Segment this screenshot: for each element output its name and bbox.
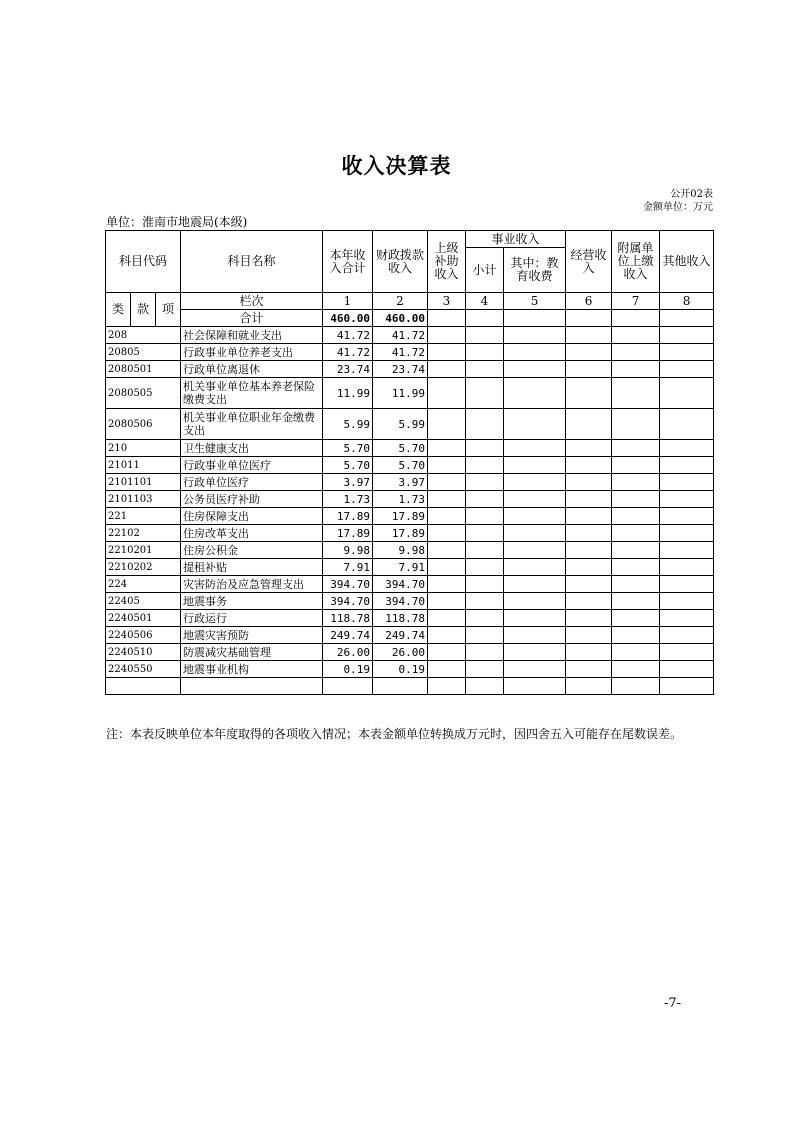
subject-name: 行政单位离退休	[181, 361, 323, 378]
empty-cell	[504, 409, 566, 440]
header-total-income: 本年收入合计	[323, 231, 373, 293]
header-kuan: 款	[131, 293, 156, 327]
empty-cell	[466, 593, 504, 610]
subject-code: 224	[106, 576, 181, 593]
empty-cell	[466, 644, 504, 661]
total-income-value: 7.91	[323, 559, 373, 576]
empty-cell	[612, 327, 660, 344]
empty-cell	[566, 508, 612, 525]
amount-unit-label: 金额单位：万元	[643, 202, 713, 213]
total-income-value: 118.78	[323, 610, 373, 627]
empty-cell	[504, 542, 566, 559]
empty-cell	[428, 610, 466, 627]
col-num: 4	[466, 293, 504, 310]
fiscal-value: 249.74	[373, 627, 428, 644]
empty-cell	[660, 310, 714, 327]
table-row	[106, 440, 714, 457]
total-income-value: 249.74	[323, 627, 373, 644]
subject-code: 2240550	[106, 661, 181, 678]
empty-cell	[660, 378, 714, 409]
empty-cell	[466, 542, 504, 559]
fiscal-value: 17.89	[373, 508, 428, 525]
page-title: 收入决算表	[341, 154, 452, 178]
fiscal-value: 1.73	[373, 491, 428, 508]
fiscal-value: 3.97	[373, 474, 428, 491]
subject-code: 2080506	[106, 409, 181, 440]
fiscal-value: 0.19	[373, 661, 428, 678]
table-row	[106, 508, 714, 525]
subject-code: 2080501	[106, 361, 181, 378]
fiscal-value: 41.72	[373, 344, 428, 361]
subject-name: 地震灾害预防	[181, 627, 323, 644]
empty-cell	[566, 610, 612, 627]
empty-cell	[428, 644, 466, 661]
subject-name: 机关事业单位职业年金缴费支出	[181, 409, 323, 440]
empty-cell	[612, 559, 660, 576]
empty-cell	[428, 378, 466, 409]
header-row-1	[106, 231, 714, 248]
empty-cell	[612, 457, 660, 474]
empty-cell	[660, 361, 714, 378]
total-income-value: 1.73	[323, 491, 373, 508]
empty-cell	[660, 491, 714, 508]
subject-name: 公务员医疗补助	[181, 491, 323, 508]
empty-cell	[504, 310, 566, 327]
empty-cell	[660, 525, 714, 542]
empty-cell	[566, 327, 612, 344]
col-num: 6	[566, 293, 612, 310]
header-other: 其他收入	[660, 231, 714, 293]
total-income-value: 5.99	[323, 409, 373, 440]
table-row	[106, 457, 714, 474]
empty-cell	[566, 627, 612, 644]
total-income-value: 460.00	[323, 310, 373, 327]
header-row-3	[106, 293, 714, 310]
empty-cell	[660, 576, 714, 593]
empty-cell	[612, 627, 660, 644]
empty-cell	[466, 678, 504, 695]
empty-cell	[428, 310, 466, 327]
empty-cell	[612, 610, 660, 627]
empty-cell	[566, 559, 612, 576]
empty-cell	[612, 593, 660, 610]
col-num: 2	[373, 293, 428, 310]
subject-name: 行政运行	[181, 610, 323, 627]
empty-cell	[660, 344, 714, 361]
table-row	[106, 344, 714, 361]
col-num: 8	[660, 293, 714, 310]
empty-cell	[466, 361, 504, 378]
empty-cell	[466, 327, 504, 344]
col-num: 5	[504, 293, 566, 310]
empty-cell	[566, 525, 612, 542]
empty-cell	[504, 491, 566, 508]
fiscal-value: 5.70	[373, 440, 428, 457]
table-row	[106, 491, 714, 508]
empty-cell	[504, 661, 566, 678]
empty-cell	[566, 378, 612, 409]
empty-cell	[428, 327, 466, 344]
table-row	[106, 378, 714, 409]
empty-cell	[660, 678, 714, 695]
total-income-value: 5.70	[323, 457, 373, 474]
empty-cell	[466, 627, 504, 644]
empty-cell	[566, 491, 612, 508]
subject-name: 行政事业单位养老支出	[181, 344, 323, 361]
empty-cell	[504, 327, 566, 344]
empty-cell	[504, 576, 566, 593]
total-income-value: 23.74	[323, 361, 373, 378]
empty-cell	[612, 644, 660, 661]
empty-cell	[428, 361, 466, 378]
empty-cell	[660, 593, 714, 610]
empty-cell	[566, 678, 612, 695]
subject-name: 机关事业单位基本养老保险缴费支出	[181, 378, 323, 409]
fiscal-value: 5.99	[373, 409, 428, 440]
empty-cell	[466, 344, 504, 361]
table-row	[106, 327, 714, 344]
header-subtotal: 小计	[466, 248, 504, 293]
empty-cell	[466, 310, 504, 327]
header-superior: 上级补助收入	[428, 231, 466, 293]
subject-name: 地震事务	[181, 593, 323, 610]
empty-cell	[612, 440, 660, 457]
total-row	[106, 310, 714, 327]
empty-cell	[466, 457, 504, 474]
empty-cell	[612, 542, 660, 559]
empty-cell	[612, 491, 660, 508]
table-row	[106, 474, 714, 491]
table-row	[106, 593, 714, 610]
empty-cell	[504, 344, 566, 361]
empty-cell	[566, 310, 612, 327]
subject-code: 2240506	[106, 627, 181, 644]
empty-cell	[373, 678, 428, 695]
header-column-label: 栏次	[181, 293, 323, 310]
subject-name: 卫生健康支出	[181, 440, 323, 457]
subject-code: 2080505	[106, 378, 181, 409]
empty-cell	[504, 610, 566, 627]
empty-cell	[660, 661, 714, 678]
total-income-value: 17.89	[323, 508, 373, 525]
income-table	[105, 230, 714, 695]
empty-cell	[504, 457, 566, 474]
subject-code: 22102	[106, 525, 181, 542]
header-education: 其中：教育收费	[504, 248, 566, 293]
empty-cell	[428, 559, 466, 576]
fiscal-value: 7.91	[373, 559, 428, 576]
subject-name: 住房改革支出	[181, 525, 323, 542]
empty-cell	[504, 508, 566, 525]
subject-name: 地震事业机构	[181, 661, 323, 678]
header-name: 科目名称	[181, 231, 323, 293]
empty-cell	[566, 457, 612, 474]
empty-cell	[428, 542, 466, 559]
empty-cell	[428, 593, 466, 610]
empty-cell	[504, 361, 566, 378]
header-xiang: 项	[156, 293, 181, 327]
empty-cell	[504, 440, 566, 457]
empty-cell	[660, 559, 714, 576]
subject-code: 210	[106, 440, 181, 457]
empty-cell	[612, 344, 660, 361]
empty-cell	[660, 508, 714, 525]
empty-cell	[660, 542, 714, 559]
empty-cell	[660, 409, 714, 440]
empty-cell	[566, 361, 612, 378]
fiscal-value: 26.00	[373, 644, 428, 661]
subject-code: 208	[106, 327, 181, 344]
subject-name: 社会保障和就业支出	[181, 327, 323, 344]
empty-cell	[428, 440, 466, 457]
form-number: 公开02表	[670, 189, 713, 200]
header-business: 事业收入	[466, 231, 566, 248]
empty-cell	[428, 474, 466, 491]
col-num: 3	[428, 293, 466, 310]
empty-cell	[660, 644, 714, 661]
empty-cell	[504, 593, 566, 610]
empty-cell	[466, 440, 504, 457]
fiscal-value: 23.74	[373, 361, 428, 378]
empty-cell	[566, 661, 612, 678]
empty-cell	[566, 593, 612, 610]
empty-cell	[566, 344, 612, 361]
empty-cell	[612, 474, 660, 491]
empty-cell	[566, 440, 612, 457]
header-fiscal: 财政拨款收入	[373, 231, 428, 293]
subject-code: 2210202	[106, 559, 181, 576]
empty-cell	[504, 525, 566, 542]
empty-cell	[428, 491, 466, 508]
total-income-value: 9.98	[323, 542, 373, 559]
empty-cell	[466, 378, 504, 409]
empty-cell	[466, 474, 504, 491]
fiscal-value: 9.98	[373, 542, 428, 559]
subject-code: 20805	[106, 344, 181, 361]
empty-cell	[428, 661, 466, 678]
empty-cell	[428, 627, 466, 644]
empty-cell	[504, 559, 566, 576]
table-row	[106, 409, 714, 440]
header-code: 科目代码	[106, 231, 181, 293]
subject-code: 221	[106, 508, 181, 525]
empty-cell	[428, 344, 466, 361]
empty-cell	[612, 678, 660, 695]
empty-cell	[466, 491, 504, 508]
empty-cell	[504, 378, 566, 409]
empty-cell	[660, 474, 714, 491]
empty-cell	[612, 661, 660, 678]
total-income-value: 394.70	[323, 576, 373, 593]
empty-cell	[612, 576, 660, 593]
empty-cell	[466, 610, 504, 627]
empty-cell	[612, 378, 660, 409]
empty-cell	[660, 457, 714, 474]
empty-cell	[466, 508, 504, 525]
total-income-value: 3.97	[323, 474, 373, 491]
subject-code: 2210201	[106, 542, 181, 559]
table-row	[106, 610, 714, 627]
empty-cell	[612, 310, 660, 327]
table-row	[106, 576, 714, 593]
subject-code: 21011	[106, 457, 181, 474]
fiscal-value: 11.99	[373, 378, 428, 409]
total-income-value: 26.00	[323, 644, 373, 661]
footnote: 注：本表反映单位本年度取得的各项收入情况；本表金额单位转换成万元时，因四舍五入可能存在尾数误差。	[106, 727, 683, 741]
empty-cell	[612, 525, 660, 542]
empty-cell	[428, 508, 466, 525]
empty-cell	[466, 576, 504, 593]
table-row	[106, 644, 714, 661]
empty-cell	[612, 361, 660, 378]
table-row	[106, 542, 714, 559]
empty-cell	[428, 525, 466, 542]
subject-code: 22405	[106, 593, 181, 610]
total-label: 合计	[181, 310, 323, 327]
empty-cell	[566, 474, 612, 491]
empty-cell	[612, 409, 660, 440]
empty-cell	[660, 327, 714, 344]
total-fiscal-value: 460.00	[373, 310, 428, 327]
subject-code: 2101103	[106, 491, 181, 508]
total-income-value: 5.70	[323, 440, 373, 457]
fiscal-value: 394.70	[373, 576, 428, 593]
empty-cell	[504, 474, 566, 491]
empty-cell	[428, 409, 466, 440]
page-number: -7-	[664, 996, 682, 1011]
table-row	[106, 627, 714, 644]
subject-name: 防震减灾基础管理	[181, 644, 323, 661]
empty-cell	[566, 644, 612, 661]
empty-cell	[466, 661, 504, 678]
col-num: 1	[323, 293, 373, 310]
empty-cell	[566, 542, 612, 559]
fiscal-value: 118.78	[373, 610, 428, 627]
header-operating: 经营收入	[566, 231, 612, 293]
subject-code: 2101101	[106, 474, 181, 491]
subject-name: 灾害防治及应急管理支出	[181, 576, 323, 593]
empty-cell	[466, 559, 504, 576]
table-row	[106, 661, 714, 678]
empty-cell	[466, 409, 504, 440]
subject-name: 住房保障支出	[181, 508, 323, 525]
empty-cell	[504, 678, 566, 695]
header-lei: 类	[106, 293, 131, 327]
total-income-value: 17.89	[323, 525, 373, 542]
total-income-value: 11.99	[323, 378, 373, 409]
table-row	[106, 559, 714, 576]
header-affiliated: 附属单位上缴收入	[612, 231, 660, 293]
total-income-value: 0.19	[323, 661, 373, 678]
total-income-value: 41.72	[323, 327, 373, 344]
empty-cell	[504, 627, 566, 644]
fiscal-value: 5.70	[373, 457, 428, 474]
empty-cell	[660, 440, 714, 457]
total-income-value: 41.72	[323, 344, 373, 361]
empty-cell	[660, 610, 714, 627]
fiscal-value: 394.70	[373, 593, 428, 610]
subject-name: 行政事业单位医疗	[181, 457, 323, 474]
empty-cell	[106, 678, 181, 695]
subject-name: 提租补贴	[181, 559, 323, 576]
total-income-value: 394.70	[323, 593, 373, 610]
organization-label: 单位：淮南市地震局(本级)	[106, 215, 248, 229]
empty-row	[106, 678, 714, 695]
empty-cell	[181, 678, 323, 695]
subject-code: 2240501	[106, 610, 181, 627]
empty-cell	[504, 644, 566, 661]
table-row	[106, 525, 714, 542]
subject-name: 住房公积金	[181, 542, 323, 559]
empty-cell	[612, 508, 660, 525]
empty-cell	[466, 525, 504, 542]
fiscal-value: 41.72	[373, 327, 428, 344]
empty-cell	[660, 627, 714, 644]
empty-cell	[566, 409, 612, 440]
empty-cell	[428, 678, 466, 695]
table-row	[106, 361, 714, 378]
fiscal-value: 17.89	[373, 525, 428, 542]
subject-code: 2240510	[106, 644, 181, 661]
empty-cell	[428, 576, 466, 593]
col-num: 7	[612, 293, 660, 310]
subject-name: 行政单位医疗	[181, 474, 323, 491]
empty-cell	[566, 576, 612, 593]
empty-cell	[323, 678, 373, 695]
empty-cell	[428, 457, 466, 474]
